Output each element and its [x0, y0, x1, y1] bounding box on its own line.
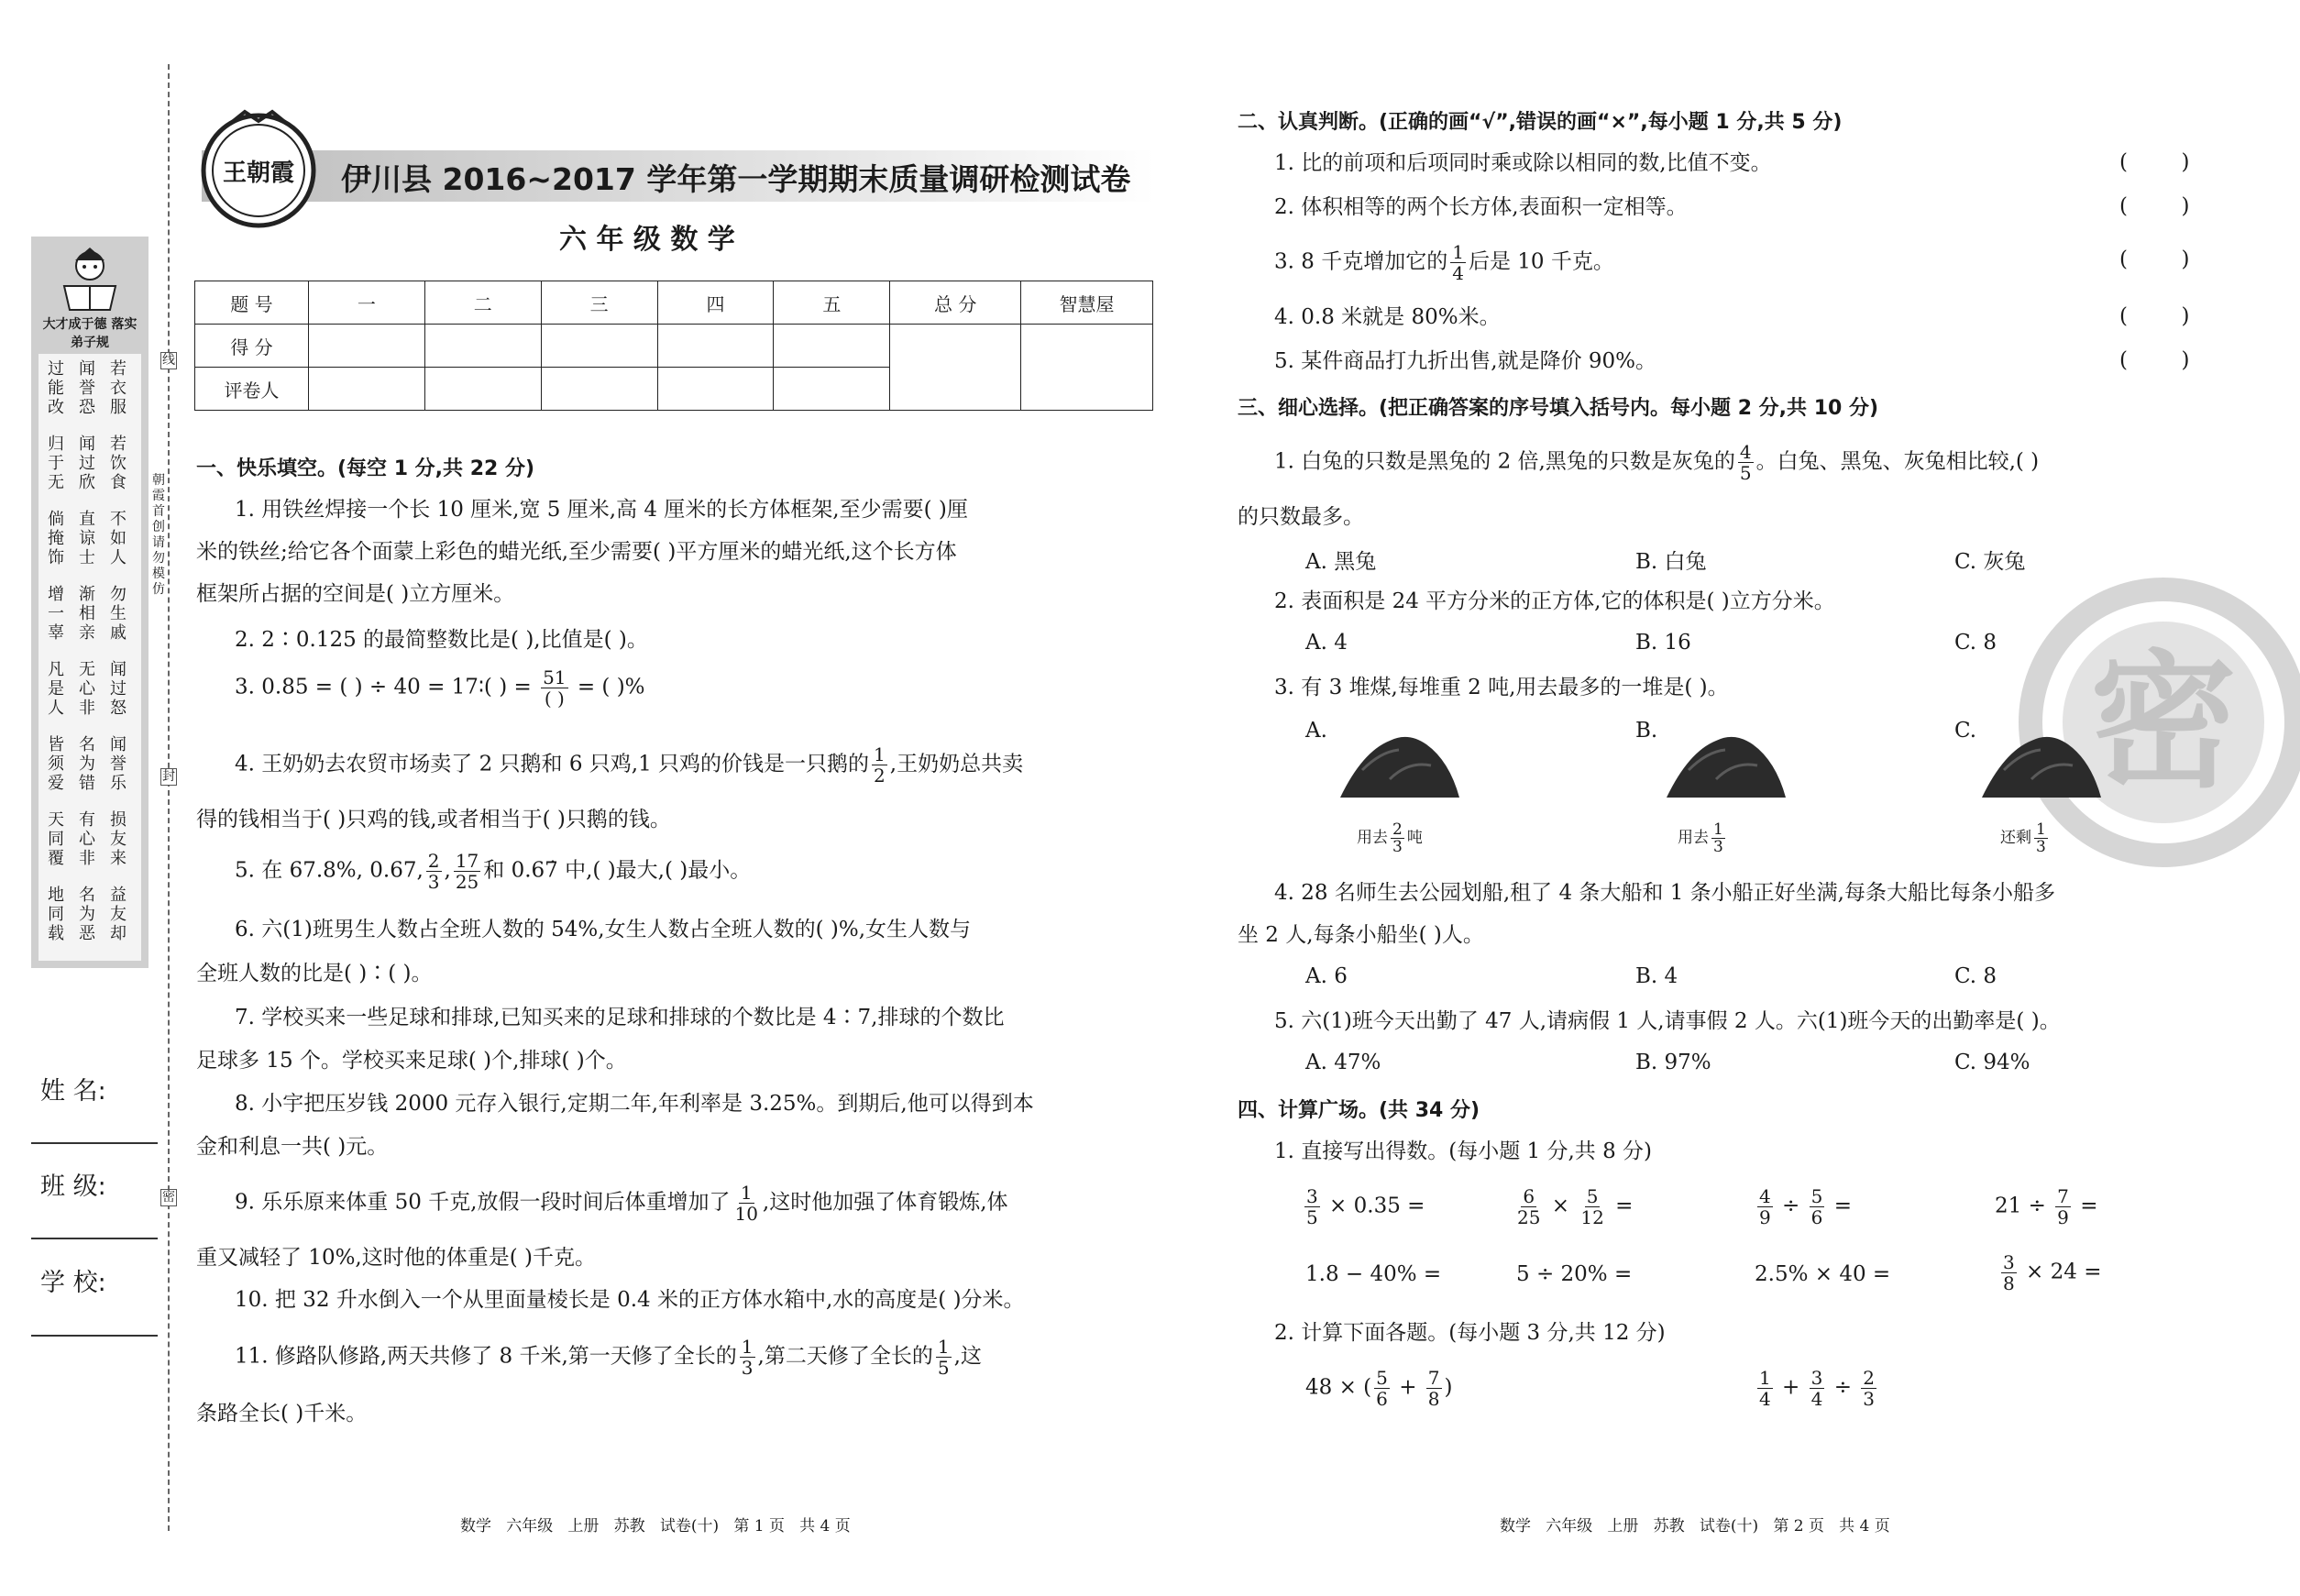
motto-phrase: 名为恶 — [79, 886, 95, 943]
s1-q6-line2: 全班人数的比是( )∶( )。 — [196, 962, 433, 985]
s1-q2: 2. 2∶0.125 的最简整数比是( ),比值是( )。 — [235, 628, 648, 652]
expr-1: 48 × ( $\frac{5}{6}$ + $\frac{7}{8}$ ) — [1305, 1367, 1453, 1410]
s1-q11-line2: 条路全长( )千米。 — [196, 1402, 368, 1425]
motto-phrase: 不如人 — [110, 510, 127, 567]
motto-top: 大才成于德 落实弟子规 — [42, 317, 138, 350]
s1-q8-line1: 8. 小宇把压岁钱 2000 元存入银行,定期二年,年利率是 3.25%。到期后,他可以得到本 — [235, 1092, 1034, 1116]
calc-1: $\frac{3}{5}$ × 0.35 = — [1306, 1185, 1425, 1228]
s3-q1-line1: 1. 白兔的只数是黑兔的 2 倍,黑兔的只数是灰兔的 $\frac{4}{5}$ 。白兔、黑兔、灰兔相比较,( ) — [1274, 441, 2040, 484]
school-line[interactable] — [31, 1335, 158, 1337]
s4-sub2: 2. 计算下面各题。(每小题 3 分,共 12 分) — [1274, 1321, 1666, 1345]
class-line[interactable] — [31, 1238, 158, 1239]
motto-phrase: 天同覆 — [48, 810, 64, 868]
s3-q4-line2: 坐 2 人,每条小船坐( )人。 — [1238, 923, 1484, 947]
exam-title: 伊川县 2016~2017 学年第一学期期末质量调研检测试卷 — [341, 161, 1131, 197]
motto-phrase: 益友却 — [110, 886, 127, 943]
s3-q5-option-c[interactable]: C. 94% — [1954, 1051, 2030, 1074]
s3-q4-option-c[interactable]: C. 8 — [1954, 964, 1997, 988]
binding-mark-mi: 密 — [162, 1190, 175, 1205]
s1-q3 — [235, 667, 645, 709]
row-label-grader: 评卷人 — [195, 368, 309, 411]
coal-pile-c-icon — [1976, 724, 2105, 807]
s2-q5: 5. 某件商品打九折出售,就是降价 90%。 — [1274, 349, 1656, 373]
col-header-3: 三 — [541, 281, 657, 325]
class-label: 班 级: — [40, 1172, 106, 1201]
s1-q3-part-b: = ( )% — [570, 675, 645, 699]
binding-mark-feng: 封 — [162, 769, 175, 784]
motto-phrase: 若饮食 — [110, 435, 127, 492]
score-cell[interactable] — [774, 325, 890, 368]
row-label-number: 题 号 — [195, 281, 309, 325]
motto-phrase: 倘掩饰 — [48, 510, 64, 567]
s2-answer-1[interactable]: ( ) — [2119, 150, 2190, 174]
s3-q1-option-a[interactable]: A. 黑兔 — [1305, 550, 1377, 574]
calc-4: 21 ÷ $\frac{7}{9}$ = — [1995, 1185, 2098, 1228]
s3-q2: 2. 表面积是 24 平方分米的正方体,它的体积是( )立方分米。 — [1274, 589, 1835, 613]
calc-5: 1.8 − 40% = — [1305, 1262, 1442, 1286]
section4-heading: 四、计算广场。(共 34 分) — [1238, 1099, 1480, 1122]
student-reading-icon — [50, 244, 130, 317]
motto-phrase: 闻誉乐 — [110, 735, 127, 793]
motto-phrase: 若衣服 — [110, 359, 127, 417]
s1-q4-line2: 得的钱相当于( )只鸡的钱,或者相当于( )只鹅的钱。 — [196, 808, 671, 831]
section2-heading: 二、认真判断。(正确的画“√”,错误的画“×”,每小题 1 分,共 5 分) — [1238, 111, 1843, 134]
s2-answer-3[interactable]: ( ) — [2119, 248, 2190, 271]
grader-cell[interactable] — [541, 368, 657, 411]
s3-q4-line1: 4. 28 名师生去公园划船,租了 4 条大船和 1 条小船正好坐满,每条大船比每条小船多 — [1274, 881, 2055, 905]
stamp-char: 密 — [2089, 636, 2238, 808]
s4-sub1: 1. 直接写出得数。(每小题 1 分,共 8 分) — [1274, 1139, 1653, 1163]
binding-mark-xian: 线 — [162, 353, 175, 368]
s2-q4: 4. 0.8 米就是 80%米。 — [1274, 305, 1501, 329]
copyright-notice: 朝霞首创 请勿模仿 — [152, 473, 165, 597]
s3-q3-caption-b: 用去 $\frac{1}{3}$ — [1678, 820, 1723, 856]
s1-q7-line1: 7. 学校买来一些足球和排球,已知买来的足球和排球的个数比是 4∶7,排球的个数比 — [235, 1006, 1005, 1029]
motto-phrase: 闻过怒 — [110, 660, 127, 718]
col-header-5: 五 — [774, 281, 890, 325]
wisdom-score-cell[interactable] — [1021, 325, 1153, 411]
school-label: 学 校: — [40, 1269, 106, 1297]
motto-phrase: 名为错 — [79, 735, 95, 793]
section1-heading: 一、快乐填空。(每空 1 分,共 22 分) — [196, 457, 535, 480]
s3-q5-option-a[interactable]: A. 47% — [1305, 1051, 1381, 1074]
motto-phrase: 渐相亲 — [79, 585, 95, 643]
motto-phrase: 增一辜 — [48, 585, 64, 643]
logo-text: 王朝霞 — [222, 160, 294, 187]
motto-phrase: 有心非 — [79, 810, 95, 868]
score-cell[interactable] — [657, 325, 774, 368]
motto-panel — [31, 237, 149, 968]
col-header-1: 一 — [308, 281, 424, 325]
s1-q11-line1: 11. 修路队修路,两天共修了 8 千米,第一天修了全长的 $\frac{1}{3}$ ,第二天修了全长的 $\frac{1}{5}$ ,这 — [235, 1336, 982, 1379]
s1-q8-line2: 金和利息一共( )元。 — [196, 1135, 389, 1159]
s3-q5-option-b[interactable]: B. 97% — [1635, 1051, 1711, 1074]
binding-line — [168, 64, 170, 1531]
confidential-stamp — [2017, 576, 2300, 869]
motto-phrase: 闻过欣 — [79, 435, 95, 492]
s1-q3-fraction: $\frac{51}{( )}$ — [543, 666, 567, 710]
exam-subtitle: 六 年 级 数 学 — [559, 224, 735, 256]
col-header-2: 二 — [424, 281, 541, 325]
score-cell[interactable] — [424, 325, 541, 368]
motto-phrase: 直谅士 — [79, 510, 95, 567]
footer-left: 数学 六年级 上册 苏教 试卷(十) 第 1 页 共 4 页 — [460, 1517, 851, 1535]
s3-q4-option-b[interactable]: B. 4 — [1635, 964, 1678, 988]
s3-q3: 3. 有 3 堆煤,每堆重 2 吨,用去最多的一堆是( )。 — [1274, 676, 1729, 699]
s1-q1-line1: 1. 用铁丝焊接一个长 10 厘米,宽 5 厘米,高 4 厘米的长方体框架,至少需要( )厘 — [235, 498, 968, 522]
s3-q1-option-c[interactable]: C. 灰兔 — [1954, 550, 2026, 574]
s3-q3-letter-b[interactable]: B. — [1635, 719, 1658, 743]
col-header-wisdom: 智慧屋 — [1021, 281, 1153, 325]
total-score-cell[interactable] — [890, 325, 1021, 411]
s3-q1-line2: 的只数最多。 — [1238, 505, 1364, 529]
name-label: 姓 名: — [40, 1077, 106, 1106]
s1-q10: 10. 把 32 升水倒入一个从里面量棱长是 0.4 米的正方体水箱中,水的高度是( )分米。 — [235, 1288, 1025, 1312]
motto-phrase: 地同载 — [48, 886, 64, 943]
s3-q4-option-a[interactable]: A. 6 — [1305, 964, 1348, 988]
score-cell[interactable] — [308, 325, 424, 368]
calc-6: 5 ÷ 20% = — [1516, 1262, 1633, 1286]
motto-phrase: 勿生戚 — [110, 585, 127, 643]
score-cell[interactable] — [541, 325, 657, 368]
s2-q1: 1. 比的前项和后项同时乘或除以相同的数,比值不变。 — [1274, 151, 1772, 175]
motto-phrase: 损友来 — [110, 810, 127, 868]
expr-2: $\frac{1}{4}$ + $\frac{3}{4}$ ÷ $\frac{2}{3}$ — [1759, 1367, 1876, 1410]
s3-q3-caption-c: 还剩 $\frac{1}{3}$ — [2000, 820, 2046, 856]
s1-q5: 5. 在 67.8%, 0.67, $\frac{2}{3}$ , $\frac{17}{25}$ 和 0.67̇ 中,( )最大,( )最小。 — [235, 850, 752, 893]
motto-phrase: 过能改 — [48, 359, 64, 417]
row-label-score: 得 分 — [195, 325, 309, 368]
grader-cell[interactable] — [774, 368, 890, 411]
coal-pile-b-icon — [1661, 724, 1789, 807]
s3-q2-option-c[interactable]: C. 8 — [1954, 631, 1997, 655]
grader-cell[interactable] — [308, 368, 424, 411]
s1-q6-line1: 6. 六(1)班男生人数占全班人数的 54%,女生人数占全班人数的( )%,女生人数与 — [235, 918, 972, 941]
coal-pile-a-icon — [1335, 724, 1463, 807]
score-table — [194, 281, 1153, 411]
motto-phrase: 凡是人 — [48, 660, 64, 718]
s1-q9-line1: 9. 乐乐原来体重 50 千克,放假一段时间后体重增加了 $\frac{1}{10}$ ,这时他加强了体育锻炼,体 — [235, 1182, 1008, 1225]
s1-q1-line3: 框架所占据的空间是( )立方厘米。 — [196, 582, 515, 606]
s1-q3-part-a: 3. 0.85 = ( ) ÷ 40 = 17∶( ) = — [235, 675, 539, 699]
s2-answer-4[interactable]: ( ) — [2119, 304, 2190, 328]
motto-phrase: 皆须爱 — [48, 735, 64, 793]
grader-cell[interactable] — [424, 368, 541, 411]
s3-q3-letter-a[interactable]: A. — [1305, 719, 1327, 743]
s3-q2-option-b[interactable]: B. 16 — [1635, 631, 1691, 655]
footer-right: 数学 六年级 上册 苏教 试卷(十) 第 2 页 共 4 页 — [1500, 1517, 1890, 1535]
calc-3: $\frac{4}{9}$ ÷ $\frac{5}{6}$ = — [1759, 1185, 1852, 1228]
calc-2: $\frac{6}{25}$ × $\frac{5}{12}$ = — [1517, 1185, 1634, 1228]
s3-q2-option-a[interactable]: A. 4 — [1305, 631, 1348, 655]
calc-7: 2.5% × 40 = — [1755, 1262, 1891, 1286]
s2-q2: 2. 体积相等的两个长方体,表面积一定相等。 — [1274, 195, 1688, 219]
s3-q3-caption-a: 用去 $\frac{2}{3}$ 吨 — [1357, 820, 1423, 856]
name-line[interactable] — [31, 1142, 158, 1144]
s1-q1-line2: 米的铁丝;给它各个面蒙上彩色的蜡光纸,至少需要( )平方厘米的蜡光纸,这个长方体 — [196, 540, 957, 564]
s3-q5: 5. 六(1)班今天出勤了 47 人,请病假 1 人,请事假 2 人。六(1)班今天的出勤率是( )。 — [1274, 1009, 2061, 1033]
motto-phrase: 无心非 — [79, 660, 95, 718]
s2-answer-5[interactable]: ( ) — [2119, 348, 2190, 372]
s2-answer-2[interactable]: ( ) — [2119, 194, 2190, 218]
s2-q3: 3. 8 千克增加它的 $\frac{1}{4}$ 后是 10 千克。 — [1274, 241, 1614, 284]
s1-q9-line2: 重又减轻了 10%,这时他的体重是( )千克。 — [196, 1246, 597, 1270]
calc-8: $\frac{3}{8}$ × 24 = — [2003, 1251, 2102, 1294]
col-header-total: 总 分 — [890, 281, 1021, 325]
col-header-4: 四 — [657, 281, 774, 325]
grader-cell[interactable] — [657, 368, 774, 411]
s3-q3-letter-c[interactable]: C. — [1954, 719, 1977, 743]
s1-q4-line1: 4. 王奶奶去农贸市场卖了 2 只鹅和 6 只鸡,1 只鸡的价钱是一只鹅的 $\frac{1}{2}$ ,王奶奶总共卖 — [235, 743, 1024, 787]
s1-q7-line2: 足球多 15 个。学校买来足球( )个,排球( )个。 — [196, 1049, 627, 1073]
motto-columns — [39, 354, 141, 961]
motto-phrase: 归于无 — [48, 435, 64, 492]
s3-q1-option-b[interactable]: B. 白兔 — [1635, 550, 1707, 574]
section3-heading: 三、细心选择。(把正确答案的序号填入括号内。每小题 2 分,共 10 分) — [1238, 397, 1879, 420]
motto-phrase: 闻誉恐 — [79, 359, 95, 417]
